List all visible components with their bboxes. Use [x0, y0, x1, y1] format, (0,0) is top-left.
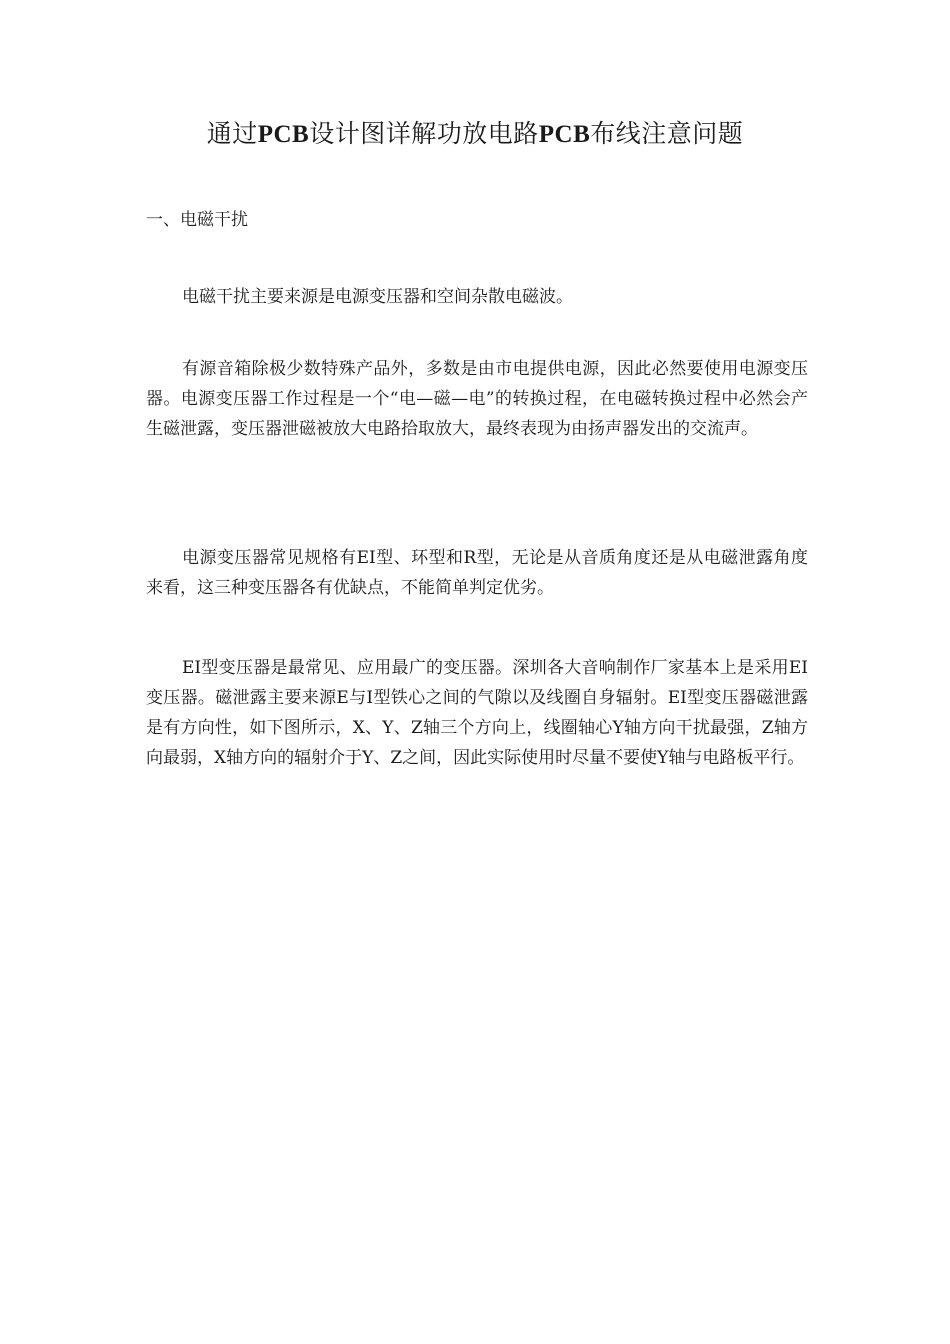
title-part-1: 通过 — [206, 119, 258, 148]
section-heading: 一、电磁干扰 — [146, 210, 248, 230]
title-part-5: 布线注意问题 — [590, 119, 744, 148]
paragraph-3: 电源变压器常见规格有EI型、环型和R型，无论是从音质角度还是从电磁泄露角度来看，这三种变压器各有优缺点，不能简单判定优劣。 — [146, 548, 808, 598]
title-part-3: 设计图详解功放电路 — [309, 119, 539, 148]
title-part-4: PCB — [538, 121, 591, 148]
document-title — [0, 114, 950, 155]
paragraph-2: 有源音箱除极少数特殊产品外，多数是由市电提供电源，因此必然要使用电源变压器。电源变压器工作过程是一个“电—磁—电”的转换过程，在电磁转换过程中必然会产生磁泄露，变压器泄磁被放大电路拾取放大，最终表现为由扬声器发出的交流声。 — [146, 359, 808, 439]
title-part-2: PCB — [257, 121, 310, 148]
paragraph-1: 电磁干扰主要来源是电源变压器和空间杂散电磁波。 — [182, 287, 573, 307]
paragraph-4: EI型变压器是最常见、应用最广的变压器。深圳各大音响制作厂家基本上是采用EI变压器。磁泄露主要来源E与I型铁心之间的气隙以及线圈自身辐射。EI型变压器磁泄露是有方向性，如下图所示，X、Y、Z轴三个方向上，线圈轴心Y轴方向干扰最强，Z轴方向最弱，X轴方向的辐射介于Y、Z之间，因此实际使用时尽量不要使Y轴与电路板平行。 — [146, 658, 808, 768]
